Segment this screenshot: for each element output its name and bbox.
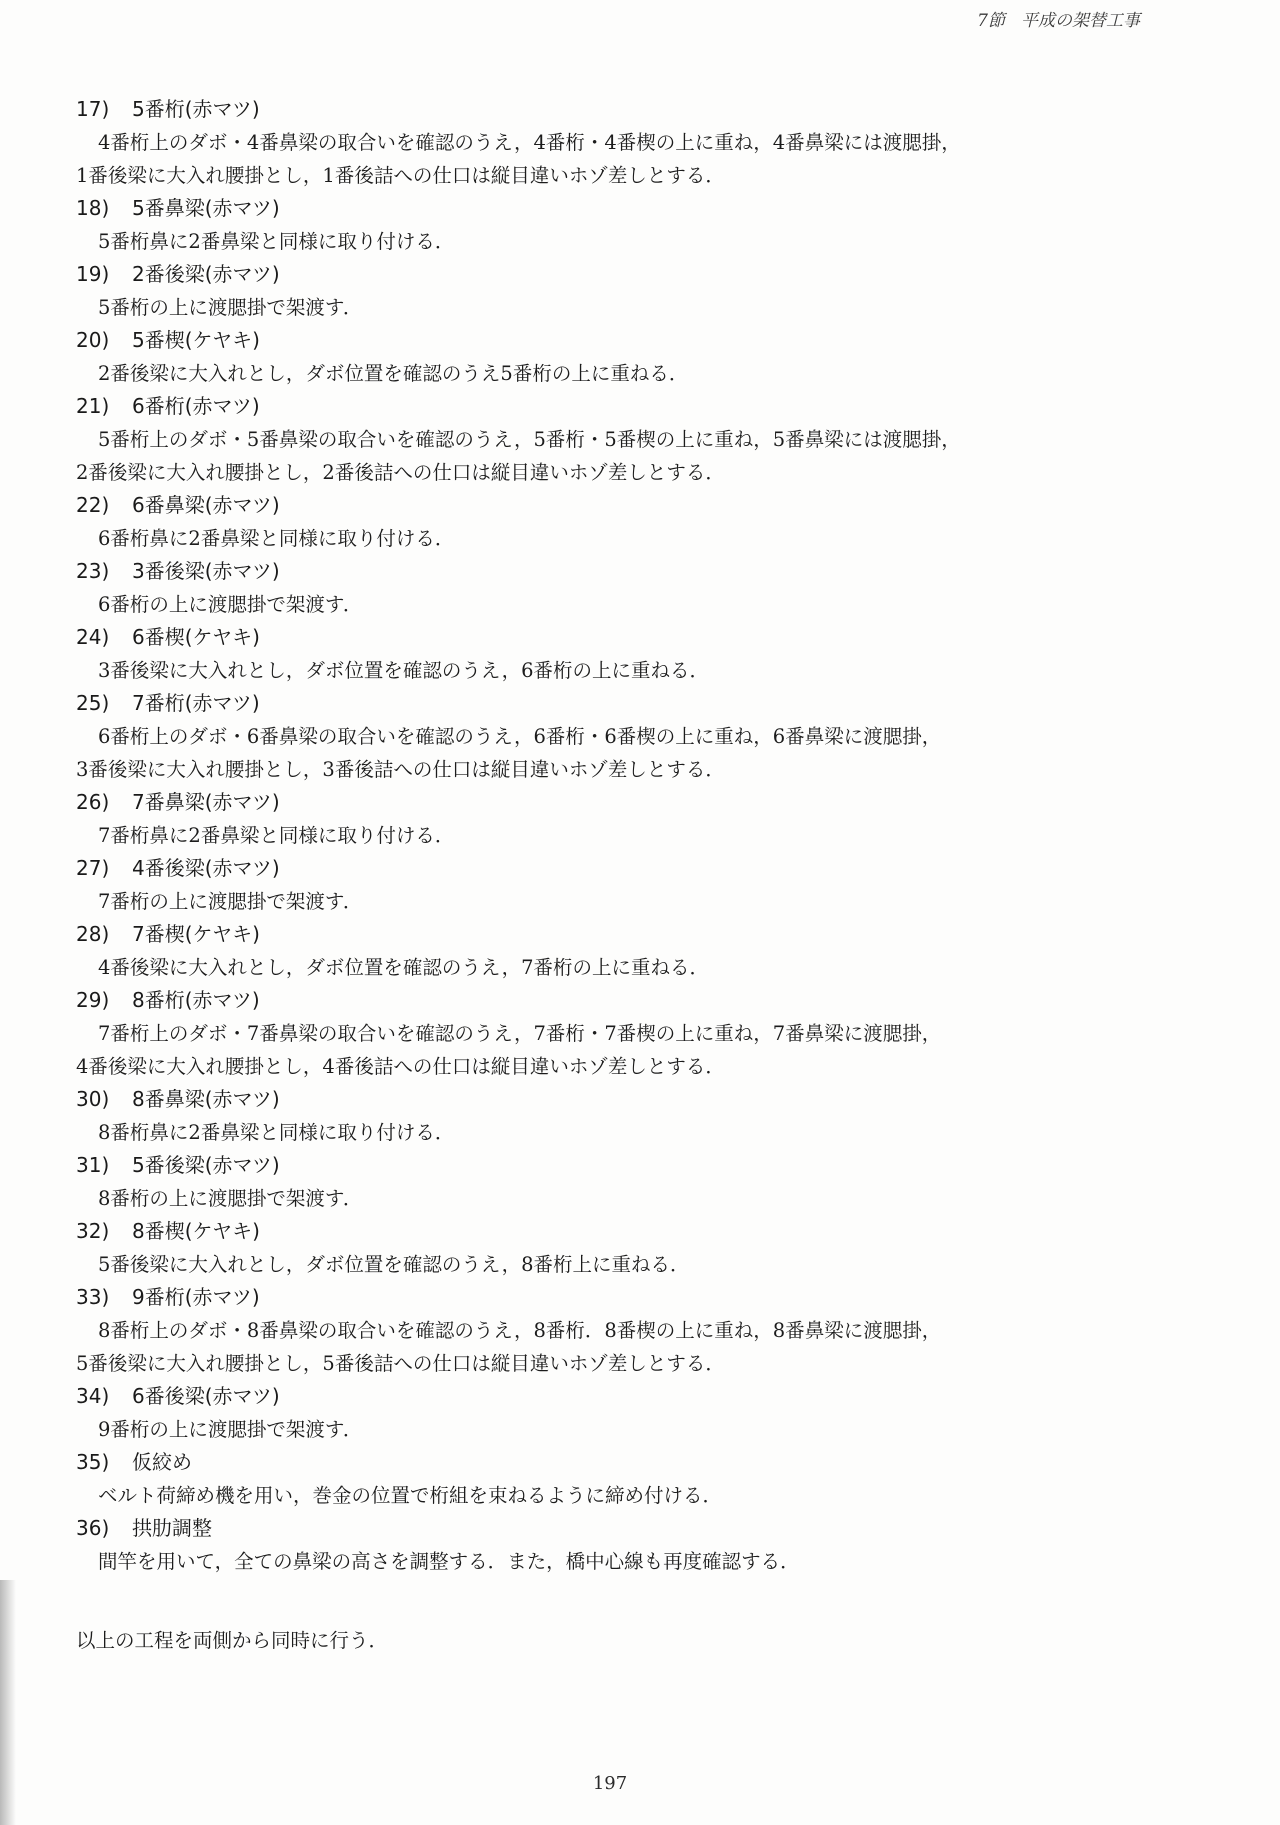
step-body [76, 1545, 1176, 1578]
step-number: 24) [76, 625, 110, 649]
closing-sentence: 以上の工程を両側から同時に行う． [76, 1629, 389, 1652]
step-heading [76, 324, 1176, 357]
step-title: 7番鼻梁(赤マツ) [132, 790, 280, 814]
step-heading [76, 1083, 1176, 1116]
step-body-line: 5番桁鼻に2番鼻梁と同様に取り付ける． [98, 230, 455, 253]
step-number: 21) [76, 394, 110, 418]
step-number: 31) [76, 1153, 110, 1177]
step-title: 7番楔(ケヤキ) [132, 922, 260, 946]
step-number: 33) [76, 1285, 110, 1309]
step-item [76, 786, 1176, 852]
step-body-line: 1番後梁に大入れ腰掛とし，1番後詰への仕口は縦目違いホゾ差しとする． [76, 164, 725, 187]
step-body-line: 6番桁上のダボ・6番鼻梁の取合いを確認のうえ，6番桁・6番楔の上に重ね，6番鼻梁に渡腮掛， [98, 725, 942, 748]
step-body-line: 4番後梁に大入れとし，ダボ位置を確認のうえ，7番桁の上に重ねる． [98, 956, 709, 979]
step-body [76, 1182, 1176, 1215]
step-body [76, 225, 1176, 258]
step-heading [76, 621, 1176, 654]
step-number: 32) [76, 1219, 110, 1243]
step-number: 34) [76, 1384, 110, 1408]
step-item [76, 93, 1176, 192]
step-heading [76, 687, 1176, 720]
step-body-line: 6番桁の上に渡腮掛で架渡す． [98, 593, 363, 616]
step-body [76, 654, 1176, 687]
step-title: 6番鼻梁(赤マツ) [132, 493, 280, 517]
step-body-line: 2番後梁に大入れとし，ダボ位置を確認のうえ5番桁の上に重ねる． [98, 362, 689, 385]
section-label: 7節 [977, 11, 1005, 31]
step-title: 仮絞め [132, 1450, 192, 1474]
step-item [76, 324, 1176, 390]
step-body [76, 291, 1176, 324]
step-body [76, 1017, 1176, 1083]
step-body [76, 951, 1176, 984]
step-item [76, 390, 1176, 489]
step-body-line: 8番桁鼻に2番鼻梁と同様に取り付ける． [98, 1121, 455, 1144]
step-number: 29) [76, 988, 110, 1012]
step-number: 17) [76, 97, 110, 121]
step-title: 5番桁(赤マツ) [132, 97, 260, 121]
step-body [76, 1248, 1176, 1281]
step-body [76, 819, 1176, 852]
step-item [76, 489, 1176, 555]
step-heading [76, 1446, 1176, 1479]
step-body-line: 8番桁の上に渡腮掛で架渡す． [98, 1187, 363, 1210]
step-body-line: 5番後梁に大入れ腰掛とし，5番後詰への仕口は縦目違いホゾ差しとする． [76, 1352, 725, 1375]
step-body [76, 1116, 1176, 1149]
step-heading [76, 93, 1176, 126]
step-title: 8番桁(赤マツ) [132, 988, 260, 1012]
step-number: 28) [76, 922, 110, 946]
step-title: 6番後梁(赤マツ) [132, 1384, 280, 1408]
step-body [76, 588, 1176, 621]
step-body-line: 6番桁鼻に2番鼻梁と同様に取り付ける． [98, 527, 455, 550]
step-number: 19) [76, 262, 110, 286]
step-item [76, 1281, 1176, 1380]
step-item [76, 852, 1176, 918]
step-title: 9番桁(赤マツ) [132, 1285, 260, 1309]
step-title: 3番後梁(赤マツ) [132, 559, 280, 583]
step-body [76, 423, 1176, 489]
step-body-line: 2番後梁に大入れ腰掛とし，2番後詰への仕口は縦目違いホゾ差しとする． [76, 461, 725, 484]
step-item [76, 1512, 1176, 1578]
step-heading [76, 786, 1176, 819]
step-body-line: 5番後梁に大入れとし，ダボ位置を確認のうえ，8番桁上に重ねる． [98, 1253, 690, 1276]
step-number: 18) [76, 196, 110, 220]
section-title: 平成の架替工事 [1021, 11, 1140, 31]
step-number: 20) [76, 328, 110, 352]
step-number: 35) [76, 1450, 110, 1474]
step-body-line: 間竿を用いて，全ての鼻梁の高さを調整する．また，橋中心線も再度確認する． [98, 1550, 800, 1573]
step-heading [76, 1512, 1176, 1545]
step-item [76, 1446, 1176, 1512]
step-heading [76, 1380, 1176, 1413]
step-heading [76, 1149, 1176, 1182]
step-item [76, 1149, 1176, 1215]
step-heading [76, 390, 1176, 423]
step-body [76, 357, 1176, 390]
step-item [76, 258, 1176, 324]
step-body [76, 1479, 1176, 1512]
step-number: 23) [76, 559, 110, 583]
step-title: 拱肋調整 [132, 1516, 212, 1540]
step-item [76, 192, 1176, 258]
step-title: 5番楔(ケヤキ) [132, 328, 260, 352]
step-title: 6番楔(ケヤキ) [132, 625, 260, 649]
step-title: 7番桁(赤マツ) [132, 691, 260, 715]
step-heading [76, 984, 1176, 1017]
page-number: 197 [592, 1773, 628, 1794]
step-body-line: 9番桁の上に渡腮掛で架渡す． [98, 1418, 363, 1441]
step-number: 22) [76, 493, 110, 517]
step-number: 30) [76, 1087, 110, 1111]
step-heading [76, 258, 1176, 291]
step-item [76, 1083, 1176, 1149]
step-body-line: 5番桁の上に渡腮掛で架渡す． [98, 296, 363, 319]
step-number: 36) [76, 1516, 110, 1540]
step-item [76, 984, 1176, 1083]
running-header [977, 6, 1140, 31]
step-heading [76, 1215, 1176, 1248]
step-heading [76, 852, 1176, 885]
step-body-line: ベルト荷締め機を用い，巻金の位置で桁組を束ねるように締め付ける． [98, 1484, 723, 1507]
step-heading [76, 192, 1176, 225]
step-heading [76, 555, 1176, 588]
step-title: 8番鼻梁(赤マツ) [132, 1087, 280, 1111]
step-number: 25) [76, 691, 110, 715]
step-item [76, 621, 1176, 687]
step-body [76, 1314, 1176, 1380]
step-item [76, 918, 1176, 984]
step-number: 26) [76, 790, 110, 814]
step-body-line: 4番後梁に大入れ腰掛とし，4番後詰への仕口は縦目違いホゾ差しとする． [76, 1055, 725, 1078]
step-title: 8番楔(ケヤキ) [132, 1219, 260, 1243]
step-title: 5番後梁(赤マツ) [132, 1153, 280, 1177]
step-body-line: 3番後梁に大入れ腰掛とし，3番後詰への仕口は縦目違いホゾ差しとする． [76, 758, 725, 781]
step-item [76, 1380, 1176, 1446]
step-item [76, 687, 1176, 786]
step-body-line: 4番桁上のダボ・4番鼻梁の取合いを確認のうえ，4番桁・4番楔の上に重ね，4番鼻梁には渡腮掛， [98, 131, 961, 154]
step-heading [76, 1281, 1176, 1314]
step-title: 2番後梁(赤マツ) [132, 262, 280, 286]
step-body-line: 3番後梁に大入れとし，ダボ位置を確認のうえ，6番桁の上に重ねる． [98, 659, 709, 682]
step-body [76, 720, 1176, 786]
step-title: 6番桁(赤マツ) [132, 394, 260, 418]
step-item [76, 555, 1176, 621]
step-body [76, 885, 1176, 918]
step-body [76, 1413, 1176, 1446]
step-list [76, 93, 1176, 1578]
step-body-line: 8番桁上のダボ・8番鼻梁の取合いを確認のうえ，8番桁．8番楔の上に重ね，8番鼻梁に渡腮掛， [98, 1319, 942, 1342]
step-heading [76, 489, 1176, 522]
step-number: 27) [76, 856, 110, 880]
step-body-line: 7番桁の上に渡腮掛で架渡す． [98, 890, 363, 913]
step-body-line: 5番桁上のダボ・5番鼻梁の取合いを確認のうえ，5番桁・5番楔の上に重ね，5番鼻梁には渡腮掛， [98, 428, 961, 451]
step-body [76, 522, 1176, 555]
step-body-line: 7番桁上のダボ・7番鼻梁の取合いを確認のうえ，7番桁・7番楔の上に重ね，7番鼻梁に渡腮掛， [98, 1022, 942, 1045]
step-body [76, 126, 1176, 192]
step-item [76, 1215, 1176, 1281]
step-body-line: 7番桁鼻に2番鼻梁と同様に取り付ける． [98, 824, 455, 847]
step-title: 5番鼻梁(赤マツ) [132, 196, 280, 220]
step-title: 4番後梁(赤マツ) [132, 856, 280, 880]
step-heading [76, 918, 1176, 951]
